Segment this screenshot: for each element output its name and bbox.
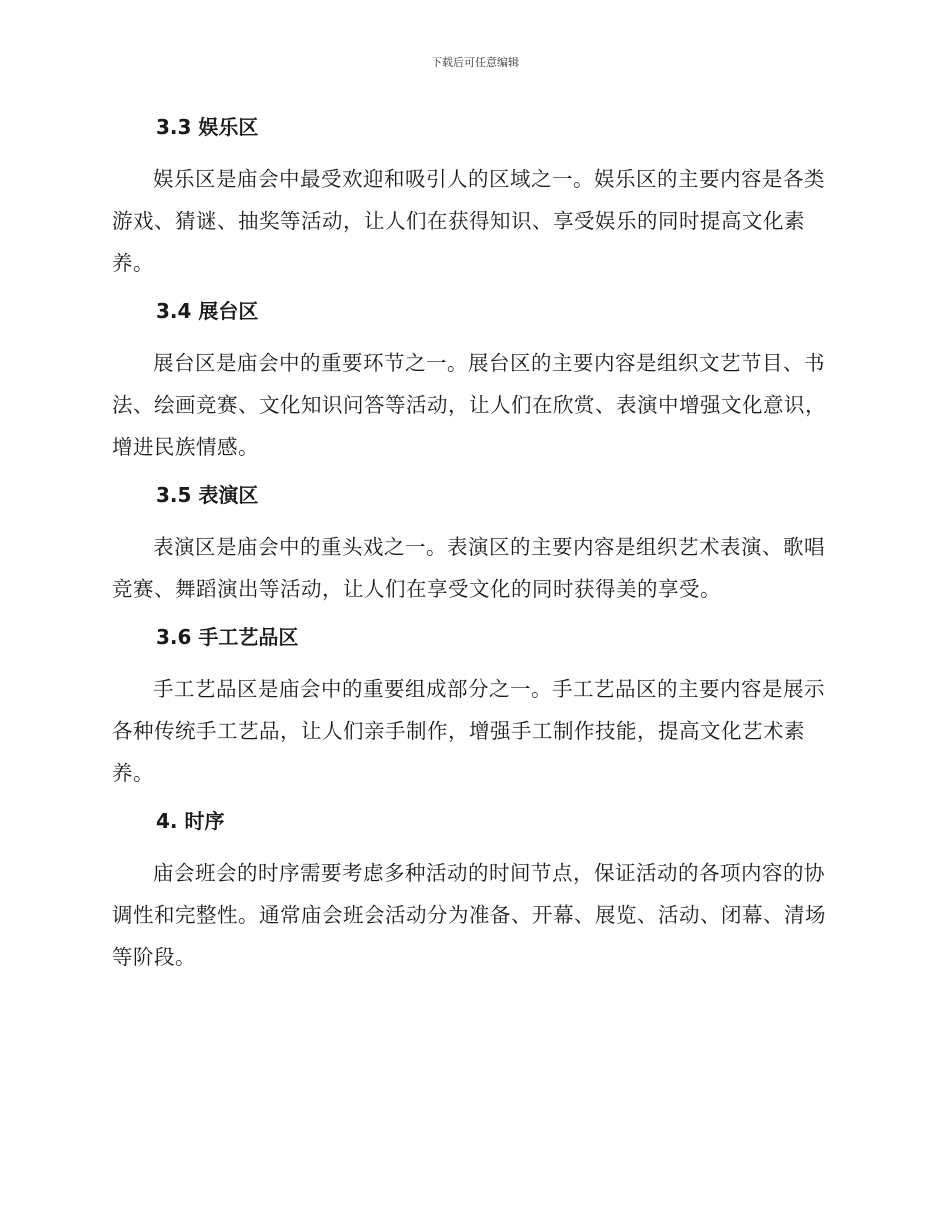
section-paragraph-3-5: 表演区是庙会中的重头戏之一。表演区的主要内容是组织艺术表演、歌唱竞赛、舞蹈演出等活动，让人们在享受文化的同时获得美的享受。 bbox=[112, 535, 825, 601]
section-paragraph-3-4: 展台区是庙会中的重要环节之一。展台区的主要内容是组织文艺节目、书法、绘画竞赛、文化知识问答等活动，让人们在欣赏、表演中增强文化意识，增进民族情感。 bbox=[112, 351, 826, 459]
page-header: 下载后可任意编辑 bbox=[431, 56, 519, 69]
document-body bbox=[112, 110, 832, 978]
section-heading-4: 4. 时序 bbox=[156, 809, 225, 833]
section-heading-3-6: 3.6 手工艺品区 bbox=[156, 625, 299, 649]
section-heading-3-5: 3.5 表演区 bbox=[156, 483, 259, 507]
section-heading-3-3: 3.3 娱乐区 bbox=[156, 115, 259, 139]
section-paragraph-3-6: 手工艺品区是庙会中的重要组成部分之一。手工艺品区的主要内容是展示各种传统手工艺品，让人们亲手制作，增强手工制作技能，提高文化艺术素养。 bbox=[112, 677, 825, 785]
section-paragraph-3-3: 娱乐区是庙会中最受欢迎和吸引人的区域之一。娱乐区的主要内容是各类游戏、猜谜、抽奖等活动，让人们在获得知识、享受娱乐的同时提高文化素养。 bbox=[112, 167, 825, 275]
section-paragraph-4: 庙会班会的时序需要考虑多种活动的时间节点，保证活动的各项内容的协调性和完整性。通常庙会班会活动分为准备、开幕、展览、活动、闭幕、清场等阶段。 bbox=[112, 861, 826, 969]
section-heading-3-4: 3.4 展台区 bbox=[156, 299, 259, 323]
